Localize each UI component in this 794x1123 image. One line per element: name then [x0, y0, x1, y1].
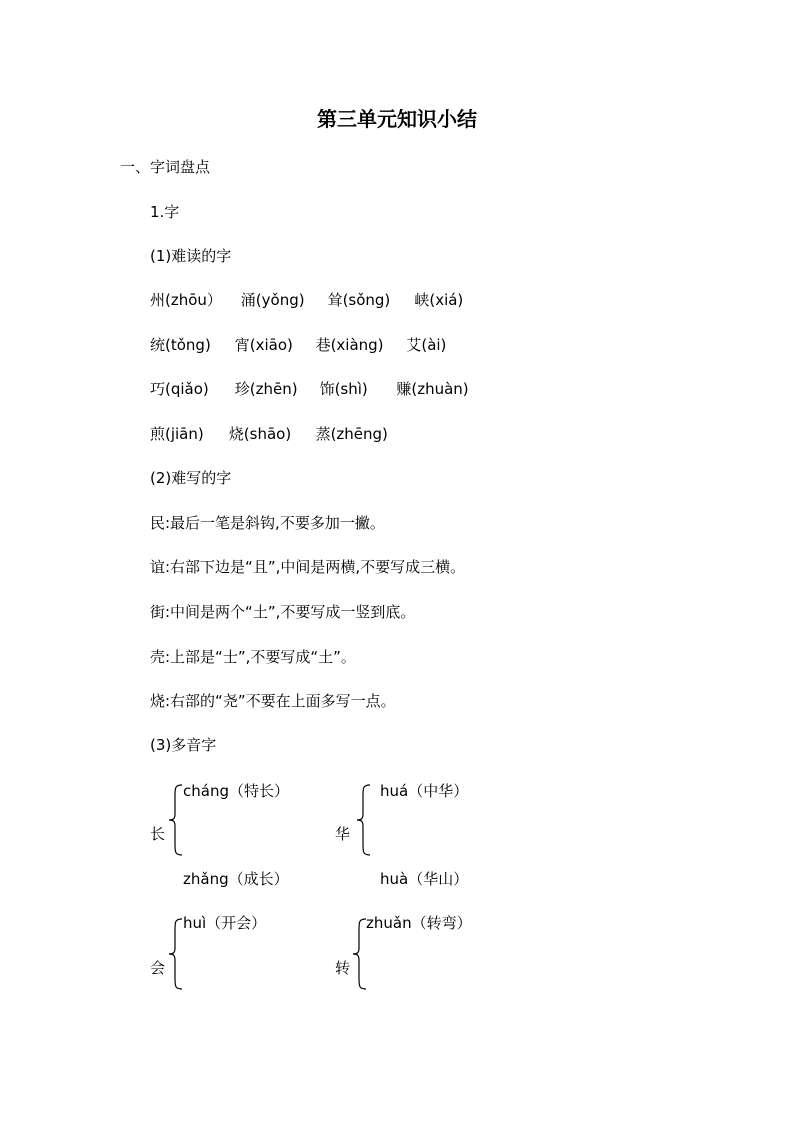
reading-item: 赚(zhuàn) — [396, 380, 469, 398]
polyphone-reading-top: huì（开会） — [183, 914, 267, 932]
subsection-heading: (3)多音字 — [150, 736, 217, 754]
subsection-heading: (2)难写的字 — [150, 469, 232, 487]
reading-item: 巧(qiǎo) — [150, 380, 209, 398]
polyphone-reading-top: huá（中华） — [380, 782, 469, 800]
reading-row — [150, 379, 469, 399]
writing-note: 街:中间是两个“土”,不要写成一竖到底。 — [150, 603, 416, 621]
reading-item: 耸(sǒng) — [327, 291, 391, 309]
reading-item: 峡(xiá) — [414, 291, 464, 309]
reading-row — [150, 424, 388, 444]
reading-item: 州(zhōu） — [150, 291, 222, 309]
writing-note: 壳:上部是“士”,不要写成“土”。 — [150, 648, 356, 666]
reading-item: 饰(shì) — [319, 380, 368, 398]
reading-row — [150, 335, 446, 355]
writing-note: 民:最后一笔是斜钩,不要多加一撇。 — [150, 514, 385, 532]
section-heading: 一、字词盘点 — [120, 158, 211, 176]
reading-item: 宵(xiāo) — [234, 336, 293, 354]
polyphone-reading-bottom: huà（华山） — [380, 870, 469, 888]
reading-item: 蒸(zhēng) — [315, 425, 388, 443]
reading-item: 艾(ài) — [406, 336, 447, 354]
reading-item: 统(tǒng) — [150, 336, 211, 354]
reading-item: 煎(jiān) — [150, 425, 204, 443]
page-title: 第三单元知识小结 — [317, 107, 477, 131]
polyphone-char: 华 — [335, 825, 351, 843]
writing-note: 烧:右部的“尧”不要在上面多写一点。 — [150, 692, 396, 710]
curly-brace-icon — [356, 784, 372, 856]
curly-brace-icon — [168, 918, 184, 990]
reading-item: 珍(zhēn) — [234, 380, 298, 398]
reading-item: 烧(shāo) — [228, 425, 292, 443]
curly-brace-icon — [168, 784, 184, 856]
writing-note: 谊:右部下边是“且”,中间是两横,不要写成三横。 — [150, 558, 466, 576]
reading-item: 巷(xiàng) — [315, 336, 384, 354]
polyphone-char: 会 — [150, 959, 166, 977]
polyphone-reading-bottom: zhǎng（成长） — [183, 870, 289, 888]
subsection-heading: 1.字 — [150, 203, 180, 221]
curly-brace-icon — [352, 918, 368, 990]
polyphone-reading-top: zhuǎn（转弯） — [366, 914, 472, 932]
reading-item: 涌(yǒng) — [240, 291, 305, 309]
polyphone-reading-top: cháng（特长） — [183, 782, 289, 800]
subsection-heading: (1)难读的字 — [150, 247, 232, 265]
polyphone-char: 长 — [150, 825, 166, 843]
polyphone-char: 转 — [335, 959, 351, 977]
reading-row — [150, 290, 463, 310]
